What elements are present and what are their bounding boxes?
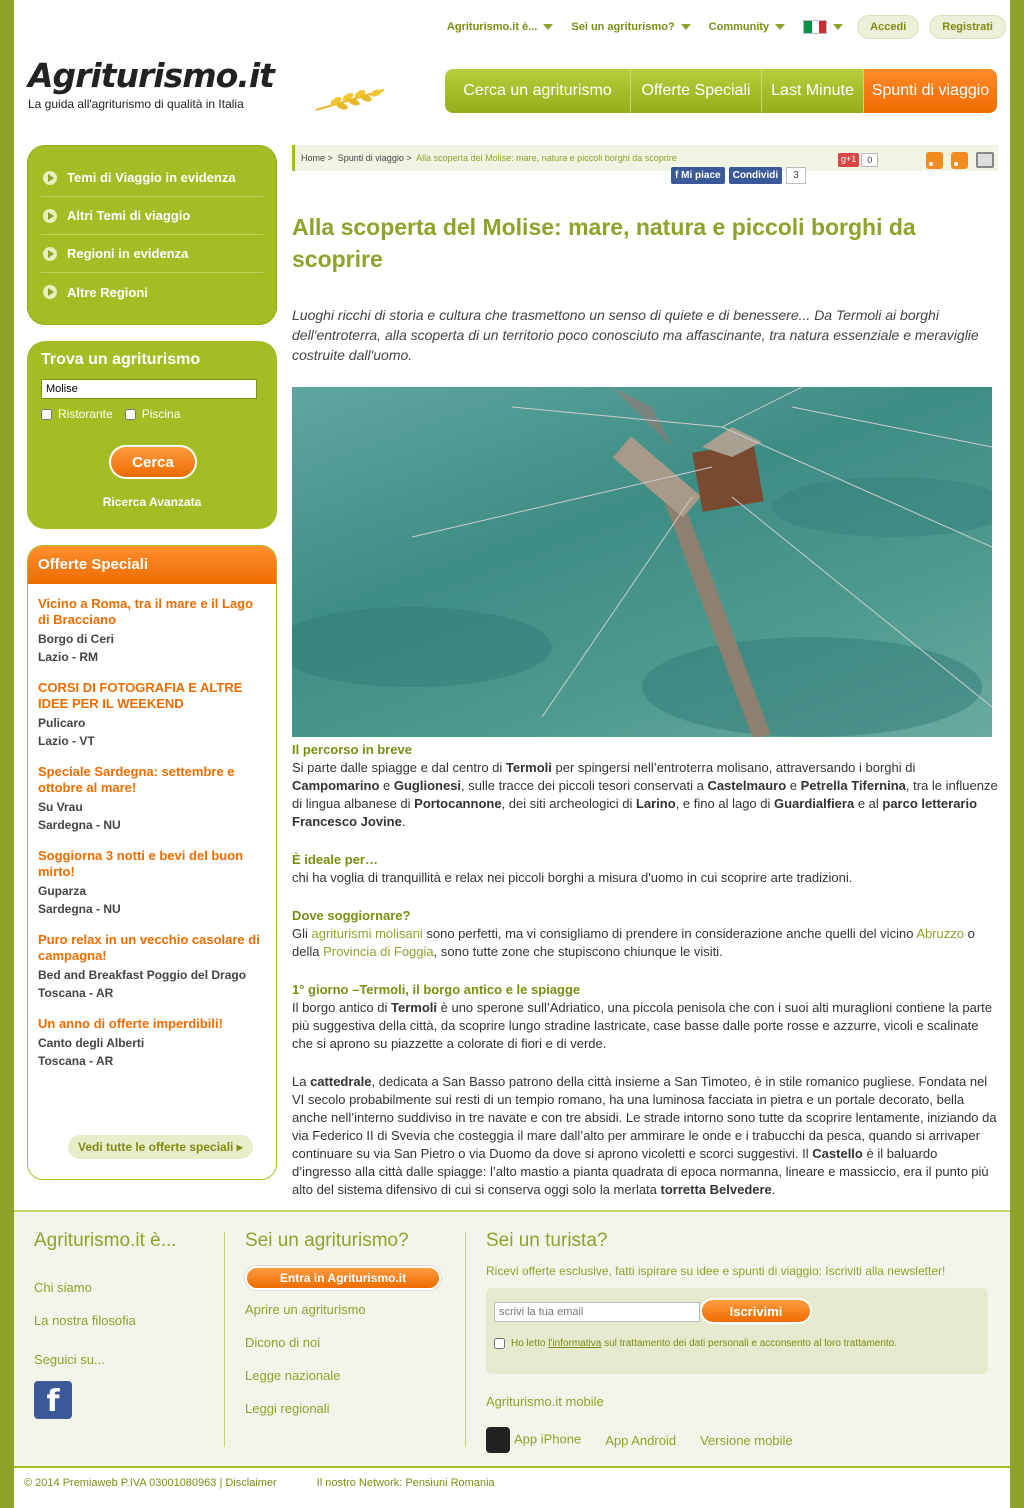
- search-input[interactable]: [41, 379, 257, 399]
- arrow-right-icon: [43, 285, 57, 299]
- section-title: È ideale per…: [292, 852, 378, 867]
- all-offers-button[interactable]: [68, 1135, 253, 1159]
- footer-col-about: [34, 1230, 177, 1419]
- foggia-link[interactable]: Provincia di Foggia: [323, 944, 434, 959]
- footer-title: Agriturismo.it è...: [34, 1230, 177, 1251]
- footer-follow-label: Seguici su...: [34, 1352, 105, 1367]
- offer-item[interactable]: [28, 832, 276, 916]
- sidebar-item-altri-temi[interactable]: Altri Temi di viaggio: [41, 197, 263, 235]
- language-selector[interactable]: [799, 20, 847, 34]
- topnav-owner[interactable]: Sei un agriturismo?: [567, 21, 694, 33]
- agriturismi-molisani-link[interactable]: agriturismi molisani: [311, 926, 423, 941]
- search-button[interactable]: Cerca: [109, 445, 197, 479]
- rss-icon[interactable]: [926, 152, 943, 169]
- logo-title: Agriturismo.it: [28, 56, 274, 95]
- footer-col-tourist: [486, 1230, 988, 1453]
- footer-divider: [224, 1232, 225, 1447]
- privacy-checkbox[interactable]: [494, 1338, 505, 1349]
- section-title: 1° giorno –Termoli, il borgo antico e le spiagge: [292, 982, 581, 997]
- breadcrumb-section[interactable]: Spunti di viaggio >: [337, 153, 412, 163]
- offer-name: Su Vrau: [38, 800, 83, 814]
- copyright: © 2014 Premiaweb P.IVA 03001080963 | Disclaimer: [24, 1477, 277, 1489]
- trabucco-photo: [292, 387, 992, 737]
- sidebar: [27, 145, 277, 1180]
- breadcrumb-current: Alla scoperta del Molise: mare, natura e piccoli borghi da scoprire: [416, 153, 677, 163]
- offers-title: Offerte Speciali: [28, 546, 276, 584]
- footer-link-filosofia[interactable]: La nostra filosofia: [34, 1313, 136, 1328]
- section-title: Dove soggiornare?: [292, 908, 411, 923]
- nav-last-minute[interactable]: Last Minute: [762, 69, 864, 113]
- privacy-link[interactable]: l'informativa: [548, 1338, 602, 1349]
- footer-link-legge-nazionale[interactable]: Legge nazionale: [245, 1368, 341, 1383]
- newsletter-text: Ricevi offerte esclusive, fatti ispirare su idee e spunti di viaggio: Iscriviti alla newsletter!: [486, 1264, 946, 1278]
- offer-region: Lazio - VT: [38, 734, 95, 748]
- sidebar-item-altre-regioni[interactable]: Altre Regioni: [41, 273, 263, 311]
- section-text: chi ha voglia di tranquillità e relax nei piccoli borghi a misura d'uomo in cui scoprire arte tradizioni.: [292, 870, 853, 885]
- offer-name: Canto degli Alberti: [38, 1036, 145, 1050]
- app-android-link[interactable]: App Android: [605, 1432, 677, 1448]
- ristorante-label: Ristorante: [58, 407, 113, 421]
- section-text: Gli agriturismi molisani sono perfetti, ma vi consigliamo di prendere in considerazione anche quelli del vicino Abruzzo o della Provincia di Foggia, sono tutte zone che stupiscono chiunque le visiti.: [292, 926, 975, 959]
- footer-link-chi-siamo[interactable]: Chi siamo: [34, 1280, 92, 1295]
- offer-item[interactable]: [28, 916, 276, 1000]
- advanced-search-link[interactable]: Ricerca Avanzata: [102, 495, 202, 509]
- section-dove: [292, 907, 998, 961]
- breadcrumb: [292, 145, 998, 181]
- mobile-title: Agriturismo.it mobile: [486, 1394, 604, 1409]
- offer-region: Sardegna - NU: [38, 818, 121, 832]
- print-icon[interactable]: [976, 152, 994, 168]
- enter-button[interactable]: Entra in Agriturismo.it: [245, 1266, 441, 1290]
- abruzzo-link[interactable]: Abruzzo: [916, 926, 965, 941]
- chevron-down-icon: [681, 24, 691, 30]
- bottom-bar: [14, 1466, 1010, 1508]
- offer-name: Guparza: [38, 884, 87, 898]
- ristorante-checkbox[interactable]: [41, 409, 52, 420]
- network-link[interactable]: Il nostro Network: Pensiuni Romania: [316, 1477, 495, 1489]
- fb-share-button[interactable]: Condividi: [729, 167, 783, 184]
- email-input[interactable]: [494, 1302, 700, 1322]
- offer-region: Lazio - RM: [38, 650, 98, 664]
- offer-title[interactable]: Speciale Sardegna: settembre e ottobre al mare!: [38, 764, 235, 795]
- topnav-about[interactable]: Agriturismo.it è...: [443, 21, 557, 33]
- offer-name: Pulicaro: [38, 716, 86, 730]
- privacy-text: [511, 1338, 897, 1349]
- login-button[interactable]: Accedi: [857, 15, 919, 39]
- gplus-count: 0: [861, 153, 878, 167]
- arrow-right-icon: [43, 247, 57, 261]
- footer-divider: [465, 1232, 466, 1447]
- special-offers: [27, 545, 277, 1180]
- chevron-down-icon: [775, 24, 785, 30]
- article-photo: [292, 387, 992, 737]
- sidebar-item-regioni-evidenza[interactable]: Regioni in evidenza: [41, 235, 263, 273]
- piscina-checkbox[interactable]: [125, 409, 136, 420]
- iphone-icon: [486, 1427, 510, 1453]
- search-box: [27, 341, 277, 529]
- sidebar-item-temi-evidenza[interactable]: Temi di Viaggio in evidenza: [41, 159, 263, 197]
- offer-title[interactable]: CORSI DI FOTOGRAFIA E ALTRE IDEE PER IL WEEKEND: [38, 680, 243, 711]
- breadcrumb-home[interactable]: Home >: [301, 153, 333, 163]
- facebook-widget: [671, 167, 806, 184]
- main-content: [292, 145, 998, 1199]
- piscina-label: Piscina: [141, 407, 181, 421]
- logo-subtitle: La guida all'agriturismo di qualità in Italia: [28, 97, 244, 111]
- italy-flag-icon: [803, 20, 827, 34]
- offer-item[interactable]: [28, 1000, 276, 1068]
- sidebar-menu: [27, 145, 277, 325]
- footer-title: Sei un turista?: [486, 1230, 608, 1251]
- footer-link-leggi-regionali[interactable]: Leggi regionali: [245, 1401, 330, 1416]
- rss-icon[interactable]: [951, 152, 968, 169]
- chevron-down-icon: [833, 24, 843, 30]
- facebook-icon: f: [675, 170, 679, 181]
- fb-like-label: Mi piace: [681, 170, 721, 181]
- article-title: Alla scoperta del Molise: mare, natura e piccoli borghi da scoprire: [292, 214, 916, 272]
- privacy-post: sul trattamento dei dati personali e acconsento al loro trattamento.: [601, 1338, 898, 1349]
- offer-region: Toscana - AR: [38, 986, 114, 1000]
- offer-item[interactable]: [28, 584, 276, 664]
- register-button[interactable]: Registrati: [929, 15, 1006, 39]
- facebook-icon[interactable]: f: [34, 1381, 72, 1419]
- offer-title[interactable]: Un anno di offerte imperdibili!: [38, 1016, 223, 1031]
- section-percorso: [292, 741, 998, 831]
- logo[interactable]: [28, 56, 388, 118]
- section-text: Si parte dalle spiagge e dal centro di Termoli per spingersi nell’entroterra molisano, attraversando i borghi di Campomarino e Guglionesi, sulle tracce dei piccoli tesori conservati a Castelmauro e Petrella Tifernina, tra le influenze di lingua albanese di Portocannone, dei siti archeologici di Larino, e fino al lago di Guardialfiera e al parco letterario Francesco Jovine.: [292, 760, 998, 829]
- gplus-widget: [838, 153, 878, 167]
- footer-col-owner: [245, 1230, 441, 1416]
- gplus-button[interactable]: g+1: [838, 153, 859, 167]
- page-tools: [926, 152, 994, 169]
- newsletter-box: [486, 1288, 988, 1374]
- search-options: [41, 407, 263, 421]
- section-text: La cattedrale, dedicata a San Basso patrono della città insieme a San Timoteo, è in stile romanico pugliese. Fondata nel VI secolo probabilmente sui resti di un tempio romano, ha una luminosa facciata in pietra e un portale decorato, bella anche nell’interno suddiviso in tre navate e con tre absidi. Le strade intorno sono tutte da scoprire lentamente, iniziando da via Federico II di Svevia che costeggia il mare dall’alto per ammirare le onde e i trabucchi da pesca, quando si arrivaper continuare su via San Pietro o via Duomo da dove si aprono vicoletti e scorci suggestivi. Il Castello è il baluardo d’ingresso alla città dalle spiagge: l’alto mastio a pianta quadrata di epoca normanna, lineare e massiccio, era il punto più alto del sistema difensivo di cui si conserva oggi solo la merlata torretta Belvedere.: [292, 1074, 997, 1197]
- nav-offerte[interactable]: Offerte Speciali: [631, 69, 762, 113]
- topnav-community[interactable]: Community: [705, 21, 790, 33]
- arrow-right-icon: [43, 209, 57, 223]
- chevron-down-icon: [543, 24, 553, 30]
- privacy-consent: [494, 1338, 897, 1349]
- all-offers-label: Vedi tutte le offerte speciali: [78, 1140, 234, 1154]
- share-count: 3: [786, 167, 806, 184]
- fb-like-button[interactable]: [671, 167, 725, 184]
- arrow-right-icon: [43, 171, 57, 185]
- article-intro: Luoghi ricchi di storia e cultura che trasmettono un senso di quiete e di benessere... Da Termoli ai borghi dell'entroterra, alla scoperta di un territorio poco conosciuto ma affascinante, tra natura essenziale e meraviglie costruite dall'uomo.: [292, 307, 979, 363]
- privacy-pre: Ho letto: [511, 1338, 549, 1349]
- wheat-icon: [314, 84, 386, 114]
- offer-title[interactable]: Vicino a Roma, tra il mare e il Lago di Bracciano: [38, 596, 254, 627]
- offer-region: Toscana - AR: [38, 1054, 114, 1068]
- mobile-links: [486, 1427, 988, 1453]
- footer-link-aprire[interactable]: Aprire un agriturismo: [245, 1302, 366, 1317]
- footer-title: Sei un agriturismo?: [245, 1230, 409, 1251]
- section-text: Il borgo antico di Termoli è uno sperone sull’Adriatico, una piccola penisola che con i suoi alti muraglioni contiene la parte più suggestiva della città, da scoprire lungo stradine lastricate, case basse dalle porte rosse e azzurre, vicoli e scalinate che si aprono su piazzette a colorate di fiori e di verde.: [292, 1000, 993, 1051]
- footer: [14, 1210, 1010, 1466]
- section-giorno1: [292, 981, 998, 1199]
- top-nav: [443, 14, 1006, 40]
- subscribe-button[interactable]: Iscrivimi: [700, 1298, 812, 1324]
- page: [14, 0, 1010, 1508]
- section-ideale: [292, 851, 998, 887]
- app-iphone-link[interactable]: [486, 1427, 581, 1453]
- offer-title[interactable]: Soggiorna 3 notti e bevi del buon mirto!: [38, 848, 244, 879]
- nav-spunti[interactable]: Spunti di viaggio: [864, 69, 997, 113]
- app-iphone-label: App iPhone: [514, 1431, 582, 1447]
- main-nav: [445, 69, 997, 113]
- offer-item[interactable]: [28, 664, 276, 748]
- search-title: Trova un agriturismo: [41, 351, 201, 368]
- offer-name: Borgo di Ceri: [38, 632, 115, 646]
- offer-item[interactable]: [28, 748, 276, 832]
- nav-cerca[interactable]: Cerca un agriturismo: [445, 69, 631, 113]
- mobile-version-link[interactable]: Versione mobile: [700, 1432, 793, 1448]
- footer-link-dicono[interactable]: Dicono di noi: [245, 1335, 321, 1350]
- offer-region: Sardegna - NU: [38, 902, 121, 916]
- section-title: Il percorso in breve: [292, 742, 412, 757]
- arrow-right-icon: ▸: [236, 1140, 243, 1154]
- offer-name: Bed and Breakfast Poggio del Drago: [38, 968, 247, 982]
- offer-title[interactable]: Puro relax in un vecchio casolare di campagna!: [38, 932, 260, 963]
